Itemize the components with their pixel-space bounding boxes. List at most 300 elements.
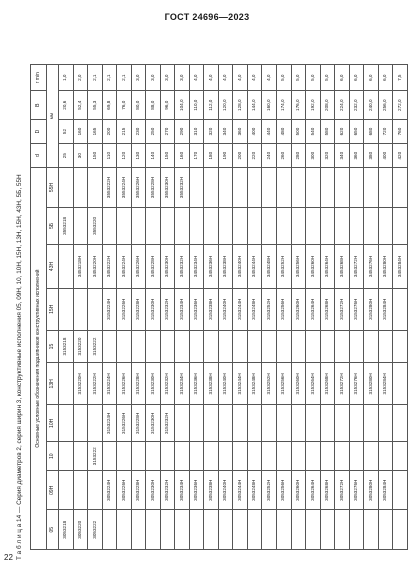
table-cell bbox=[393, 510, 408, 550]
table-cell bbox=[204, 207, 219, 244]
table-cell: 69,8 bbox=[102, 91, 117, 120]
table-cell: 80,0 bbox=[131, 91, 146, 120]
table-cell bbox=[262, 330, 277, 363]
table-cell bbox=[146, 442, 161, 471]
table-cell bbox=[131, 330, 146, 363]
table-cell bbox=[378, 405, 393, 442]
header-43n: 43Н bbox=[47, 245, 59, 289]
table-cell bbox=[393, 405, 408, 442]
table-cell bbox=[378, 207, 393, 244]
table-cell: 3153276Н bbox=[349, 288, 364, 330]
table-cell: 3453260Н bbox=[306, 245, 321, 289]
table-cell bbox=[306, 330, 321, 363]
table-cell: 3453284Н bbox=[393, 245, 408, 289]
table-cell bbox=[73, 207, 88, 244]
table-cell: 3153280Н bbox=[364, 363, 379, 405]
table-cell bbox=[320, 330, 335, 363]
table-cell bbox=[59, 405, 74, 442]
table-cell: 20,6 bbox=[59, 91, 74, 120]
table-cell: 220 bbox=[247, 144, 262, 168]
table-cell: 3553220 bbox=[88, 207, 103, 244]
table-cell: 3053284Н bbox=[378, 471, 393, 511]
table-cell bbox=[306, 207, 321, 244]
table-cell: 3153232Н bbox=[160, 405, 175, 442]
table-cell: 88,0 bbox=[146, 91, 161, 120]
header-r-min: r min bbox=[31, 65, 47, 91]
table-cell bbox=[218, 168, 233, 208]
table-cell: 340 bbox=[335, 144, 350, 168]
table-cell: 3153264Н bbox=[306, 363, 321, 405]
table-cell: 3053264Н bbox=[306, 471, 321, 511]
header-5b: 5Б bbox=[47, 207, 59, 244]
table-cell bbox=[218, 442, 233, 471]
table-cell bbox=[160, 207, 175, 244]
table-cell bbox=[189, 330, 204, 363]
table-cell: 3153240Н bbox=[218, 363, 233, 405]
table-cell bbox=[102, 442, 117, 471]
table-cell: 3453280Н bbox=[378, 245, 393, 289]
table-cell: 3453222Н bbox=[102, 245, 117, 289]
table-cell bbox=[378, 442, 393, 471]
table-cell bbox=[335, 207, 350, 244]
table-cell: 3453238Н bbox=[218, 245, 233, 289]
table-cell bbox=[349, 207, 364, 244]
table-cell bbox=[117, 510, 132, 550]
table-cell bbox=[88, 471, 103, 511]
table-cell: 4,0 bbox=[262, 65, 277, 91]
header-D: D bbox=[31, 119, 47, 143]
table-cell bbox=[73, 168, 88, 208]
header-10n: 10Н bbox=[47, 405, 59, 442]
table-cell: 360 bbox=[233, 119, 248, 143]
table-row bbox=[73, 65, 88, 550]
table-cell: 3153226Н bbox=[117, 363, 132, 405]
standard-code: ГОСТ 24696—2023 bbox=[164, 12, 250, 22]
table-cell bbox=[59, 363, 74, 405]
bearing-designation-table bbox=[30, 64, 408, 550]
table-cell: 260 bbox=[276, 144, 291, 168]
table-cell: 3053276Н bbox=[349, 471, 364, 511]
dimension-unit: мм bbox=[47, 65, 59, 168]
table-cell: 272,0 bbox=[393, 91, 408, 120]
table-cell: 320 bbox=[320, 144, 335, 168]
table-cell bbox=[233, 168, 248, 208]
table-cell: 140 bbox=[146, 144, 161, 168]
table-cell bbox=[378, 510, 393, 550]
table-cell: 2,1 bbox=[117, 65, 132, 91]
table-cell: 110 bbox=[102, 144, 117, 168]
table-cell bbox=[160, 330, 175, 363]
table-cell bbox=[247, 168, 262, 208]
table-cell bbox=[393, 207, 408, 244]
table-cell: 176,0 bbox=[291, 91, 306, 120]
table-cell: 160 bbox=[73, 119, 88, 143]
table-cell: 3153226Н bbox=[117, 405, 132, 442]
table-cell: 3153268Н bbox=[320, 288, 335, 330]
table-cell: 3153244Н bbox=[233, 363, 248, 405]
table-cell: 174,0 bbox=[276, 91, 291, 120]
table-cell bbox=[393, 442, 408, 471]
table-cell bbox=[233, 510, 248, 550]
table-cell: 720 bbox=[378, 119, 393, 143]
table-cell bbox=[218, 510, 233, 550]
table-cell: 3153244Н bbox=[233, 288, 248, 330]
table-cell: 3153248Н bbox=[247, 363, 262, 405]
table-cell: 165 bbox=[88, 119, 103, 143]
table-cell: 3153238Н bbox=[204, 288, 219, 330]
table-row bbox=[233, 65, 248, 550]
table-cell bbox=[88, 405, 103, 442]
table-cell: 128,0 bbox=[233, 91, 248, 120]
table-cell: 3153224Н bbox=[102, 288, 117, 330]
table-row bbox=[364, 65, 379, 550]
table-cell: 5,0 bbox=[291, 65, 306, 91]
table-cell bbox=[262, 168, 277, 208]
table-row bbox=[247, 65, 262, 550]
table-cell: 3553232Н bbox=[175, 168, 190, 208]
table-cell bbox=[364, 168, 379, 208]
table-cell: 3153232Н bbox=[160, 363, 175, 405]
table-cell: 3153252Н bbox=[262, 288, 277, 330]
table-cell: 3053240Н bbox=[218, 471, 233, 511]
table-cell bbox=[131, 207, 146, 244]
header-15: 15 bbox=[47, 330, 59, 363]
table-cell: 3453256Н bbox=[291, 245, 306, 289]
header-09n: 09Н bbox=[47, 471, 59, 511]
table-cell bbox=[306, 168, 321, 208]
table-cell bbox=[102, 330, 117, 363]
table-cell: 3453230Н bbox=[160, 245, 175, 289]
table-row bbox=[88, 65, 103, 550]
table-cell bbox=[59, 442, 74, 471]
table-cell: 120 bbox=[117, 144, 132, 168]
table-cell: 3053272Н bbox=[335, 471, 350, 511]
table-cell: 3453264Н bbox=[320, 245, 335, 289]
table-cell: 6,0 bbox=[335, 65, 350, 91]
table-cell bbox=[131, 442, 146, 471]
table-cell bbox=[320, 442, 335, 471]
table-cell: 290 bbox=[175, 119, 190, 143]
table-cell: 3053224Н bbox=[102, 471, 117, 511]
table-cell bbox=[204, 510, 219, 550]
table-cell: 3153268Н bbox=[320, 363, 335, 405]
table-cell bbox=[335, 510, 350, 550]
table-row bbox=[262, 65, 277, 550]
table-cell: 3153284Н bbox=[378, 288, 393, 330]
table-cell: 340 bbox=[218, 119, 233, 143]
table-cell bbox=[262, 207, 277, 244]
table-cell: 300 bbox=[306, 144, 321, 168]
table-cell: 76,0 bbox=[117, 91, 132, 120]
table-cell: 3153256Н bbox=[276, 363, 291, 405]
table-cell bbox=[335, 442, 350, 471]
table-cell: 3453276Н bbox=[364, 245, 379, 289]
table-cell bbox=[276, 207, 291, 244]
table-cell bbox=[73, 471, 88, 511]
table-cell bbox=[189, 510, 204, 550]
table-cell: 3553222Н bbox=[102, 168, 117, 208]
table-sheet bbox=[30, 64, 408, 550]
table-cell bbox=[262, 405, 277, 442]
table-cell bbox=[291, 510, 306, 550]
table-cell bbox=[364, 330, 379, 363]
table-cell: 232,0 bbox=[349, 91, 364, 120]
table-row bbox=[117, 65, 132, 550]
table-cell bbox=[175, 330, 190, 363]
table-cell: 52,4 bbox=[73, 91, 88, 120]
table-cell bbox=[291, 405, 306, 442]
table-cell bbox=[393, 363, 408, 405]
table-cell bbox=[393, 330, 408, 363]
table-cell: 400 bbox=[378, 144, 393, 168]
table-cell bbox=[349, 442, 364, 471]
table-cell bbox=[262, 442, 277, 471]
table-cell: 3453226Н bbox=[131, 245, 146, 289]
table-cell bbox=[146, 330, 161, 363]
table-cell: 3153234Н bbox=[175, 288, 190, 330]
table-cell: 170 bbox=[189, 144, 204, 168]
table-cell: 310 bbox=[189, 119, 204, 143]
table-cell: 3453220Н bbox=[88, 245, 103, 289]
table-cell bbox=[247, 207, 262, 244]
table-cell bbox=[320, 510, 335, 550]
table-cell: 150 bbox=[160, 144, 175, 168]
table-cell: 3053268Н bbox=[320, 471, 335, 511]
table-cell: 3153228Н bbox=[131, 288, 146, 330]
table-cell: 240,0 bbox=[364, 91, 379, 120]
table-cell bbox=[233, 207, 248, 244]
table-cell bbox=[59, 288, 74, 330]
table-cell: 3153236Н bbox=[189, 288, 204, 330]
table-cell bbox=[88, 168, 103, 208]
table-cell bbox=[291, 207, 306, 244]
table-cell: 3053222 bbox=[88, 510, 103, 550]
table-cell: 130 bbox=[131, 144, 146, 168]
table-cell: 3553226Н bbox=[131, 168, 146, 208]
table-cell: 200 bbox=[233, 144, 248, 168]
table-cell: 3153272Н bbox=[335, 363, 350, 405]
table-cell: 3153228Н bbox=[131, 405, 146, 442]
table-cell: 256,0 bbox=[378, 91, 393, 120]
table-cell bbox=[378, 330, 393, 363]
table-cell bbox=[146, 207, 161, 244]
rotated-table-wrapper bbox=[30, 64, 408, 550]
table-cell: 500 bbox=[291, 119, 306, 143]
table-cell: 3053218 bbox=[59, 510, 74, 550]
table-cell: 3453218Н bbox=[73, 245, 88, 289]
table-cell: 96,0 bbox=[160, 91, 175, 120]
table-cell: 3,0 bbox=[131, 65, 146, 91]
table-cell: 3553230Н bbox=[160, 168, 175, 208]
table-cell: 230 bbox=[131, 119, 146, 143]
table-cell: 4,0 bbox=[218, 65, 233, 91]
table-cell: 3153220 bbox=[73, 330, 88, 363]
table-cell: 3053256Н bbox=[276, 471, 291, 511]
table-cell: 270 bbox=[160, 119, 175, 143]
table-cell bbox=[160, 510, 175, 550]
table-row bbox=[204, 65, 219, 550]
table-cell: 280 bbox=[291, 144, 306, 168]
table-cell bbox=[393, 168, 408, 208]
table-cell bbox=[189, 405, 204, 442]
table-cell: 6,0 bbox=[349, 65, 364, 91]
table-cell: 3153252Н bbox=[262, 363, 277, 405]
table-cell: 3453234Н bbox=[189, 245, 204, 289]
table-cell: 440 bbox=[262, 119, 277, 143]
table-cell: 3453228Н bbox=[146, 245, 161, 289]
table-cell bbox=[291, 330, 306, 363]
table-cell: 6,0 bbox=[364, 65, 379, 91]
table-cell: 480 bbox=[276, 119, 291, 143]
table-row bbox=[189, 65, 204, 550]
table-cell: 112,0 bbox=[204, 91, 219, 120]
table-row bbox=[320, 65, 335, 550]
table-row bbox=[378, 65, 393, 550]
table-cell: 120,0 bbox=[218, 91, 233, 120]
table-cell: 3153232Н bbox=[160, 288, 175, 330]
table-cell: 208,0 bbox=[320, 91, 335, 120]
table-row bbox=[306, 65, 321, 550]
table-row bbox=[59, 65, 74, 550]
table-cell: 680 bbox=[364, 119, 379, 143]
table-cell bbox=[175, 405, 190, 442]
table-cell: 3153284Н bbox=[378, 363, 393, 405]
table-cell bbox=[291, 442, 306, 471]
table-cell bbox=[204, 405, 219, 442]
table-cell bbox=[364, 405, 379, 442]
table-cell: 3,0 bbox=[175, 65, 190, 91]
table-cell bbox=[320, 207, 335, 244]
table-cell: 52 bbox=[59, 119, 74, 143]
table-cell bbox=[349, 405, 364, 442]
table-cell bbox=[247, 405, 262, 442]
table-cell bbox=[175, 207, 190, 244]
table-cell: 3053234Н bbox=[175, 471, 190, 511]
table-row bbox=[131, 65, 146, 550]
table-cell bbox=[364, 442, 379, 471]
table-cell: 4,0 bbox=[233, 65, 248, 91]
table-cell bbox=[276, 442, 291, 471]
table-cell bbox=[204, 168, 219, 208]
table-cell: 3453268Н bbox=[335, 245, 350, 289]
table-cell bbox=[59, 245, 74, 289]
table-cell: 3053220 bbox=[73, 510, 88, 550]
table-cell: 3053252Н bbox=[262, 471, 277, 511]
table-cell: 650 bbox=[349, 119, 364, 143]
table-cell: 3,0 bbox=[160, 65, 175, 91]
table-cell bbox=[59, 471, 74, 511]
table-cell: 400 bbox=[247, 119, 262, 143]
table-row bbox=[146, 65, 161, 550]
table-row bbox=[276, 65, 291, 550]
table-cell: 3053228Н bbox=[131, 471, 146, 511]
table-cell bbox=[233, 442, 248, 471]
super-header: Основные условные обозначения подшипников конструктивных исполнений bbox=[31, 168, 47, 550]
table-cell: 3153228Н bbox=[131, 363, 146, 405]
table-cell: 3153226Н bbox=[117, 288, 132, 330]
table-cell: 3453236Н bbox=[204, 245, 219, 289]
table-cell: 150 bbox=[88, 144, 103, 168]
table-cell: 3053248Н bbox=[247, 471, 262, 511]
table-cell: 1,0 bbox=[59, 65, 74, 91]
table-cell: 192,0 bbox=[306, 91, 321, 120]
table-cell: 3153222 bbox=[88, 442, 103, 471]
table-cell bbox=[276, 510, 291, 550]
table-cell bbox=[102, 207, 117, 244]
table-row bbox=[349, 65, 364, 550]
table-cell bbox=[306, 405, 321, 442]
table-cell: 420 bbox=[393, 144, 408, 168]
table-cell: 224,0 bbox=[335, 91, 350, 120]
header-15n: 15Н bbox=[47, 288, 59, 330]
table-cell bbox=[320, 168, 335, 208]
table-cell: 4,0 bbox=[189, 65, 204, 91]
table-cell bbox=[378, 168, 393, 208]
table-cell: 3153248Н bbox=[247, 288, 262, 330]
table-cell: 215 bbox=[117, 119, 132, 143]
table-cell bbox=[276, 330, 291, 363]
table-cell: 104,0 bbox=[175, 91, 190, 120]
table-cell: 5,0 bbox=[320, 65, 335, 91]
table-cell bbox=[131, 510, 146, 550]
table-row bbox=[291, 65, 306, 550]
page-number: 22 bbox=[4, 553, 13, 562]
table-cell bbox=[233, 405, 248, 442]
table-cell bbox=[393, 288, 408, 330]
table-cell: 3453240Н bbox=[233, 245, 248, 289]
table-cell: 380 bbox=[364, 144, 379, 168]
table-cell bbox=[349, 330, 364, 363]
table-cell bbox=[189, 168, 204, 208]
table-cell: 200 bbox=[102, 119, 117, 143]
table-cell bbox=[175, 442, 190, 471]
table-cell: 3153230Н bbox=[146, 405, 161, 442]
table-cell bbox=[204, 442, 219, 471]
table-cell bbox=[146, 510, 161, 550]
table-cell: 3153234Н bbox=[175, 363, 190, 405]
table-cell: 2,1 bbox=[88, 65, 103, 91]
table-cell: 760 bbox=[393, 119, 408, 143]
table-cell bbox=[117, 330, 132, 363]
header-d: d bbox=[31, 144, 47, 168]
table-cell bbox=[247, 330, 262, 363]
table-cell bbox=[73, 442, 88, 471]
table-cell: 3053226Н bbox=[117, 471, 132, 511]
table-cell bbox=[335, 168, 350, 208]
table-cell bbox=[160, 442, 175, 471]
table-cell bbox=[393, 471, 408, 511]
table-cell: 3153224Н bbox=[102, 363, 117, 405]
table-cell: 3153276Н bbox=[349, 363, 364, 405]
table-cell: 3053236Н bbox=[189, 471, 204, 511]
table-cell: 3053232Н bbox=[160, 471, 175, 511]
table-cell bbox=[306, 510, 321, 550]
table-cell bbox=[364, 207, 379, 244]
table-cell bbox=[247, 510, 262, 550]
table-cell: 3153236Н bbox=[189, 363, 204, 405]
table-cell: 3153218 bbox=[59, 330, 74, 363]
table-cell bbox=[117, 207, 132, 244]
table-cell bbox=[189, 442, 204, 471]
table-cell bbox=[364, 510, 379, 550]
table-caption: Т а б л и ц а 14 — Серия диаметров 2, серия ширин 3, конструктивные исполнения 05, 09Н, 10, 10Н, 15Н, 13Н, 15Н, 43Н, 5Б, 55Н bbox=[16, 174, 23, 560]
table-row bbox=[160, 65, 175, 550]
table-cell: 7,5 bbox=[393, 65, 408, 91]
table-cell: 180 bbox=[204, 144, 219, 168]
table-cell: 360 bbox=[349, 144, 364, 168]
header-B: B bbox=[31, 91, 47, 120]
table-cell bbox=[276, 405, 291, 442]
